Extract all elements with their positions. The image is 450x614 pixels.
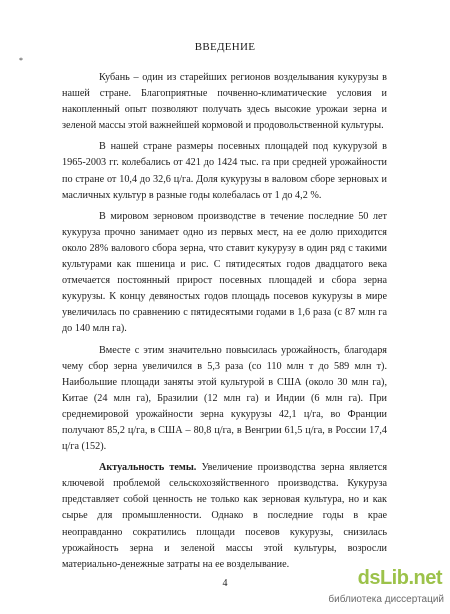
watermark-subtitle: библиотека диссертаций	[328, 594, 444, 605]
paragraph-5	[62, 460, 387, 573]
paragraph-text: Увеличение производства зерна является ключевой проблемой сельскохозяйственного производства. Кукуруза представляет собой ценность не только как зерновая культура, но и как сырье для промышленности. Однако в последние годы в крае неоправданно сократились площади посевов кукурузы, снизилась урожайность зерна и зеленой массы этой культуры, возросли материально-денежные затраты на ее возделывание.	[62, 462, 387, 570]
paragraph-text: Вместе с этим значительно повысилась урожайность, благодаря чему сбор зерна увеличился в 5,3 раза (со 110 млн т до 589 млн т). Наибольшие площади заняты этой культурой в США (около 30 млн га), Китае (24 млн га), Бразилии (12 млн га) и Индии (6 млн га). При среднемировой урожайности зерна кукурузы 42,1 ц/га, во Франции получают 85,2 ц/га, в США – 80,8 ц/га, в Венгрии 61,5 ц/га, в России 17,4 ц/га (152).	[62, 344, 387, 453]
page-title: ВВЕДЕНИЕ	[194, 41, 256, 53]
paragraph-text: Кубань – один из старейших регионов возделывания кукурузы в нашей стране. Благоприятные почвенно-климатические условия и накопленный опыт позволяют получать здесь высокие урожаи зерна и зеленой массы этой важнейшей кормовой и продовольственной культуры.	[62, 72, 387, 132]
paragraph-1	[62, 70, 387, 134]
paragraph-text: В нашей стране размеры посевных площадей под кукурузой в 1965-2003 гг. колебались от 421 до 1424 тыс. га при средней урожайности по стране от 10,4 до 32,6 ц/га. Доля кукурузы в валовом сборе зерновых и масличных культур в разные годы колебалась от 1 до 4,2 %.	[62, 141, 387, 201]
watermark	[322, 567, 450, 614]
body-text	[62, 70, 387, 573]
page-number: 4	[222, 578, 228, 589]
paragraph-lead: Актуальность темы.	[99, 462, 197, 474]
watermark-logo: dsLib.net	[357, 567, 442, 589]
paragraph-4	[62, 343, 387, 456]
paragraph-2	[62, 139, 387, 203]
paragraph-3	[62, 209, 387, 338]
paragraph-text: В мировом зерновом производстве в течение последние 50 лет кукуруза прочно занимает одно из первых мест, на ее долю приходится около 28% валового сбора зерна, что ставит кукурузу в один ряд с такими культурами как пшеница и рис. С пятидесятых годов двадцатого века отмечается постоянный прирост посевных площадей и сбора зерна кукурузы. К концу девяностых годов площадь посевов кукурузы в мире увеличилась по сравнению с пятидесятыми годами в 1,6 раза (с 87 млн га до 140 млн га).	[62, 210, 387, 335]
margin-mark: *	[19, 56, 23, 65]
